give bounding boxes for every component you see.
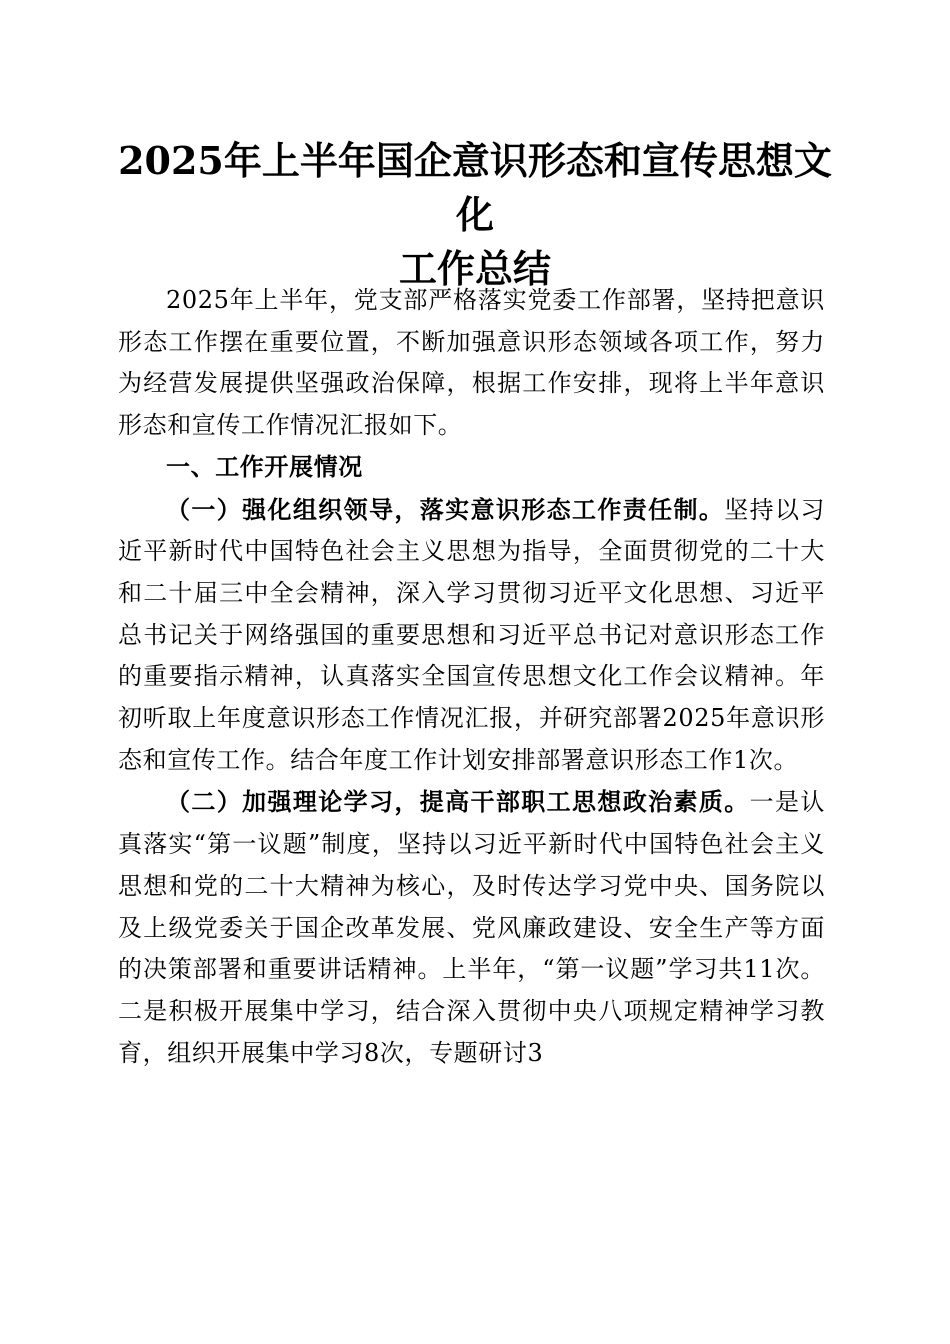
document-body — [118, 280, 825, 1074]
section-heading: 一、工作开展情况 — [166, 452, 363, 481]
document-title — [118, 134, 832, 296]
item-2-paragraph — [118, 781, 825, 1074]
title-line-1: 2025年上半年国企意识形态和宣传思想文化 — [118, 138, 832, 237]
item-1-paragraph — [118, 489, 825, 782]
item-2-lead: （二）加强理论学习，提高干部职工思想政治素质。 — [166, 787, 750, 817]
item-1-lead: （一）强化组织领导，落实意识形态工作责任制。 — [166, 494, 725, 524]
item-1-body: 坚持以习近平新时代中国特色社会主义思想为指导，全面贯彻党的二十大和二十届三中全会精神，深入学习贯彻习近平文化思想、习近平总书记关于网络强国的重要思想和习近平总书记对意识形态工作的重要指示精神，认真落实全国宣传思想文化工作会议精神。年初听取上年度意识形态工作情况汇报，并研究部署2025年意识形态和宣传工作。结合年度工作计划安排部署意识形态工作1次。 — [118, 495, 825, 774]
item-2-body: 一是认真落实“第一议题”制度，坚持以习近平新时代中国特色社会主义思想和党的二十大精神为核心，及时传达学习党中央、国务院以及上级党委关于国企改革发展、党风廉政建设、安全生产等方面的决策部署和重要讲话精神。上半年，“第一议题”学习共11次。二是积极开展集中学习，结合深入贯彻中央八项规定精神学习教育，组织开展集中学习8次，专题研讨3 — [118, 788, 825, 1067]
intro-paragraph: 2025年上半年，党支部严格落实党委工作部署，坚持把意识形态工作摆在重要位置，不断加强意识形态领域各项工作，努力为经营发展提供坚强政治保障，根据工作安排，现将上半年意识形态和宣传工作情况汇报如下。 — [118, 286, 825, 440]
title-line-2: 工作总结 — [398, 246, 551, 291]
